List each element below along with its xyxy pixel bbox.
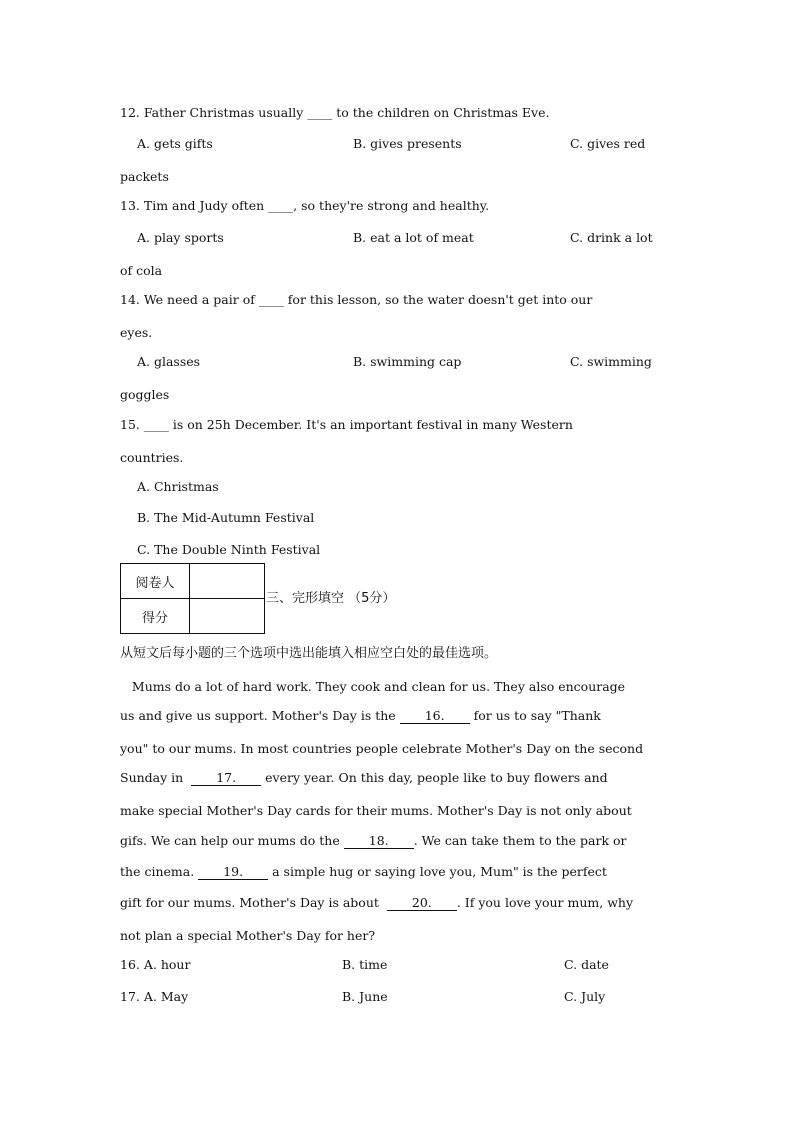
passage-line-9: not plan a special Mother's Day for her?	[120, 928, 376, 943]
reviewer-cell[interactable]	[190, 564, 265, 599]
q14-option-a: A. glasses	[137, 354, 201, 369]
blank-16: 16.	[400, 709, 470, 724]
q16-option-b: B. time	[342, 957, 388, 972]
q17-option-c: C. July	[564, 989, 606, 1004]
q12-stem: 12. Father Christmas usually ____ to the children on Christmas Eve.	[120, 105, 550, 120]
q14-option-b: B. swimming cap	[353, 354, 462, 369]
passage-line-5: make special Mother's Day cards for their mums. Mother's Day is not only about	[120, 803, 632, 818]
q12-option-a: A. gets gifts	[137, 136, 213, 151]
passage-text: the cinema.	[120, 864, 199, 879]
q13-stem: 13. Tim and Judy often ____, so they're strong and healthy.	[120, 198, 490, 213]
score-box	[120, 563, 265, 634]
passage-line-8	[120, 895, 633, 911]
section-3-title: 三、完形填空 （5分）	[266, 591, 396, 606]
passage-text: for us to say "Thank	[469, 708, 601, 723]
passage-text: us and give us support. Mother's Day is the	[120, 708, 400, 723]
passage-line-7	[120, 864, 607, 880]
q12-option-c: C. gives red	[570, 136, 646, 151]
passage-text: Sunday in	[120, 770, 192, 785]
passage-line-1: Mums do a lot of hard work. They cook and clean for us. They also encourage	[120, 679, 626, 694]
q14-option-c-cont: goggles	[120, 387, 170, 402]
q16-option-c: C. date	[564, 957, 609, 972]
blank-18: 18.	[344, 834, 414, 849]
q14-stem: 14. We need a pair of ____ for this lesson, so the water doesn't get into our	[120, 292, 593, 307]
q14-option-c: C. swimming	[570, 354, 652, 369]
section-3-instruction: 从短文后每小题的三个选项中选出能填入相应空白处的最佳选项。	[120, 646, 498, 661]
passage-line-3: you" to our mums. In most countries people celebrate Mother's Day on the second	[120, 741, 644, 756]
q15-option-c: C. The Double Ninth Festival	[137, 542, 321, 557]
q15-option-b: B. The Mid-Autumn Festival	[137, 510, 315, 525]
q13-option-c-cont: of cola	[120, 263, 163, 278]
q13-option-a: A. play sports	[137, 230, 224, 245]
q13-option-c: C. drink a lot	[570, 230, 653, 245]
q15-stem: 15. ____ is on 25h December. It's an important festival in many Western	[120, 417, 573, 432]
passage-line-2	[120, 708, 601, 724]
passage-text: every year. On this day, people like to buy flowers and	[261, 770, 608, 785]
q14-stem-cont: eyes.	[120, 325, 153, 340]
passage-text: . We can take them to the park or	[413, 833, 627, 848]
blank-17: 17.	[191, 771, 261, 786]
reviewer-label: 阅卷人	[121, 564, 190, 599]
blank-19: 19.	[198, 865, 268, 880]
q12-option-b: B. gives presents	[353, 136, 462, 151]
blank-20: 20.	[387, 896, 457, 911]
passage-line-6	[120, 833, 627, 849]
q15-option-a: A. Christmas	[137, 479, 219, 494]
passage-text: . If you love your mum, why	[456, 895, 634, 910]
passage-line-4	[120, 770, 608, 786]
q16-option-a: 16. A. hour	[120, 957, 191, 972]
q17-option-b: B. June	[342, 989, 388, 1004]
q17-option-a: 17. A. May	[120, 989, 189, 1004]
passage-text: gifs. We can help our mums do the	[120, 833, 344, 848]
score-cell[interactable]	[190, 599, 265, 634]
q12-option-c-cont: packets	[120, 169, 169, 184]
q13-option-b: B. eat a lot of meat	[353, 230, 474, 245]
q15-stem-cont: countries.	[120, 450, 184, 465]
score-label: 得分	[121, 599, 190, 634]
passage-text: gift for our mums. Mother's Day is about	[120, 895, 387, 910]
passage-text: a simple hug or saying love you, Mum" is the perfect	[268, 864, 607, 879]
